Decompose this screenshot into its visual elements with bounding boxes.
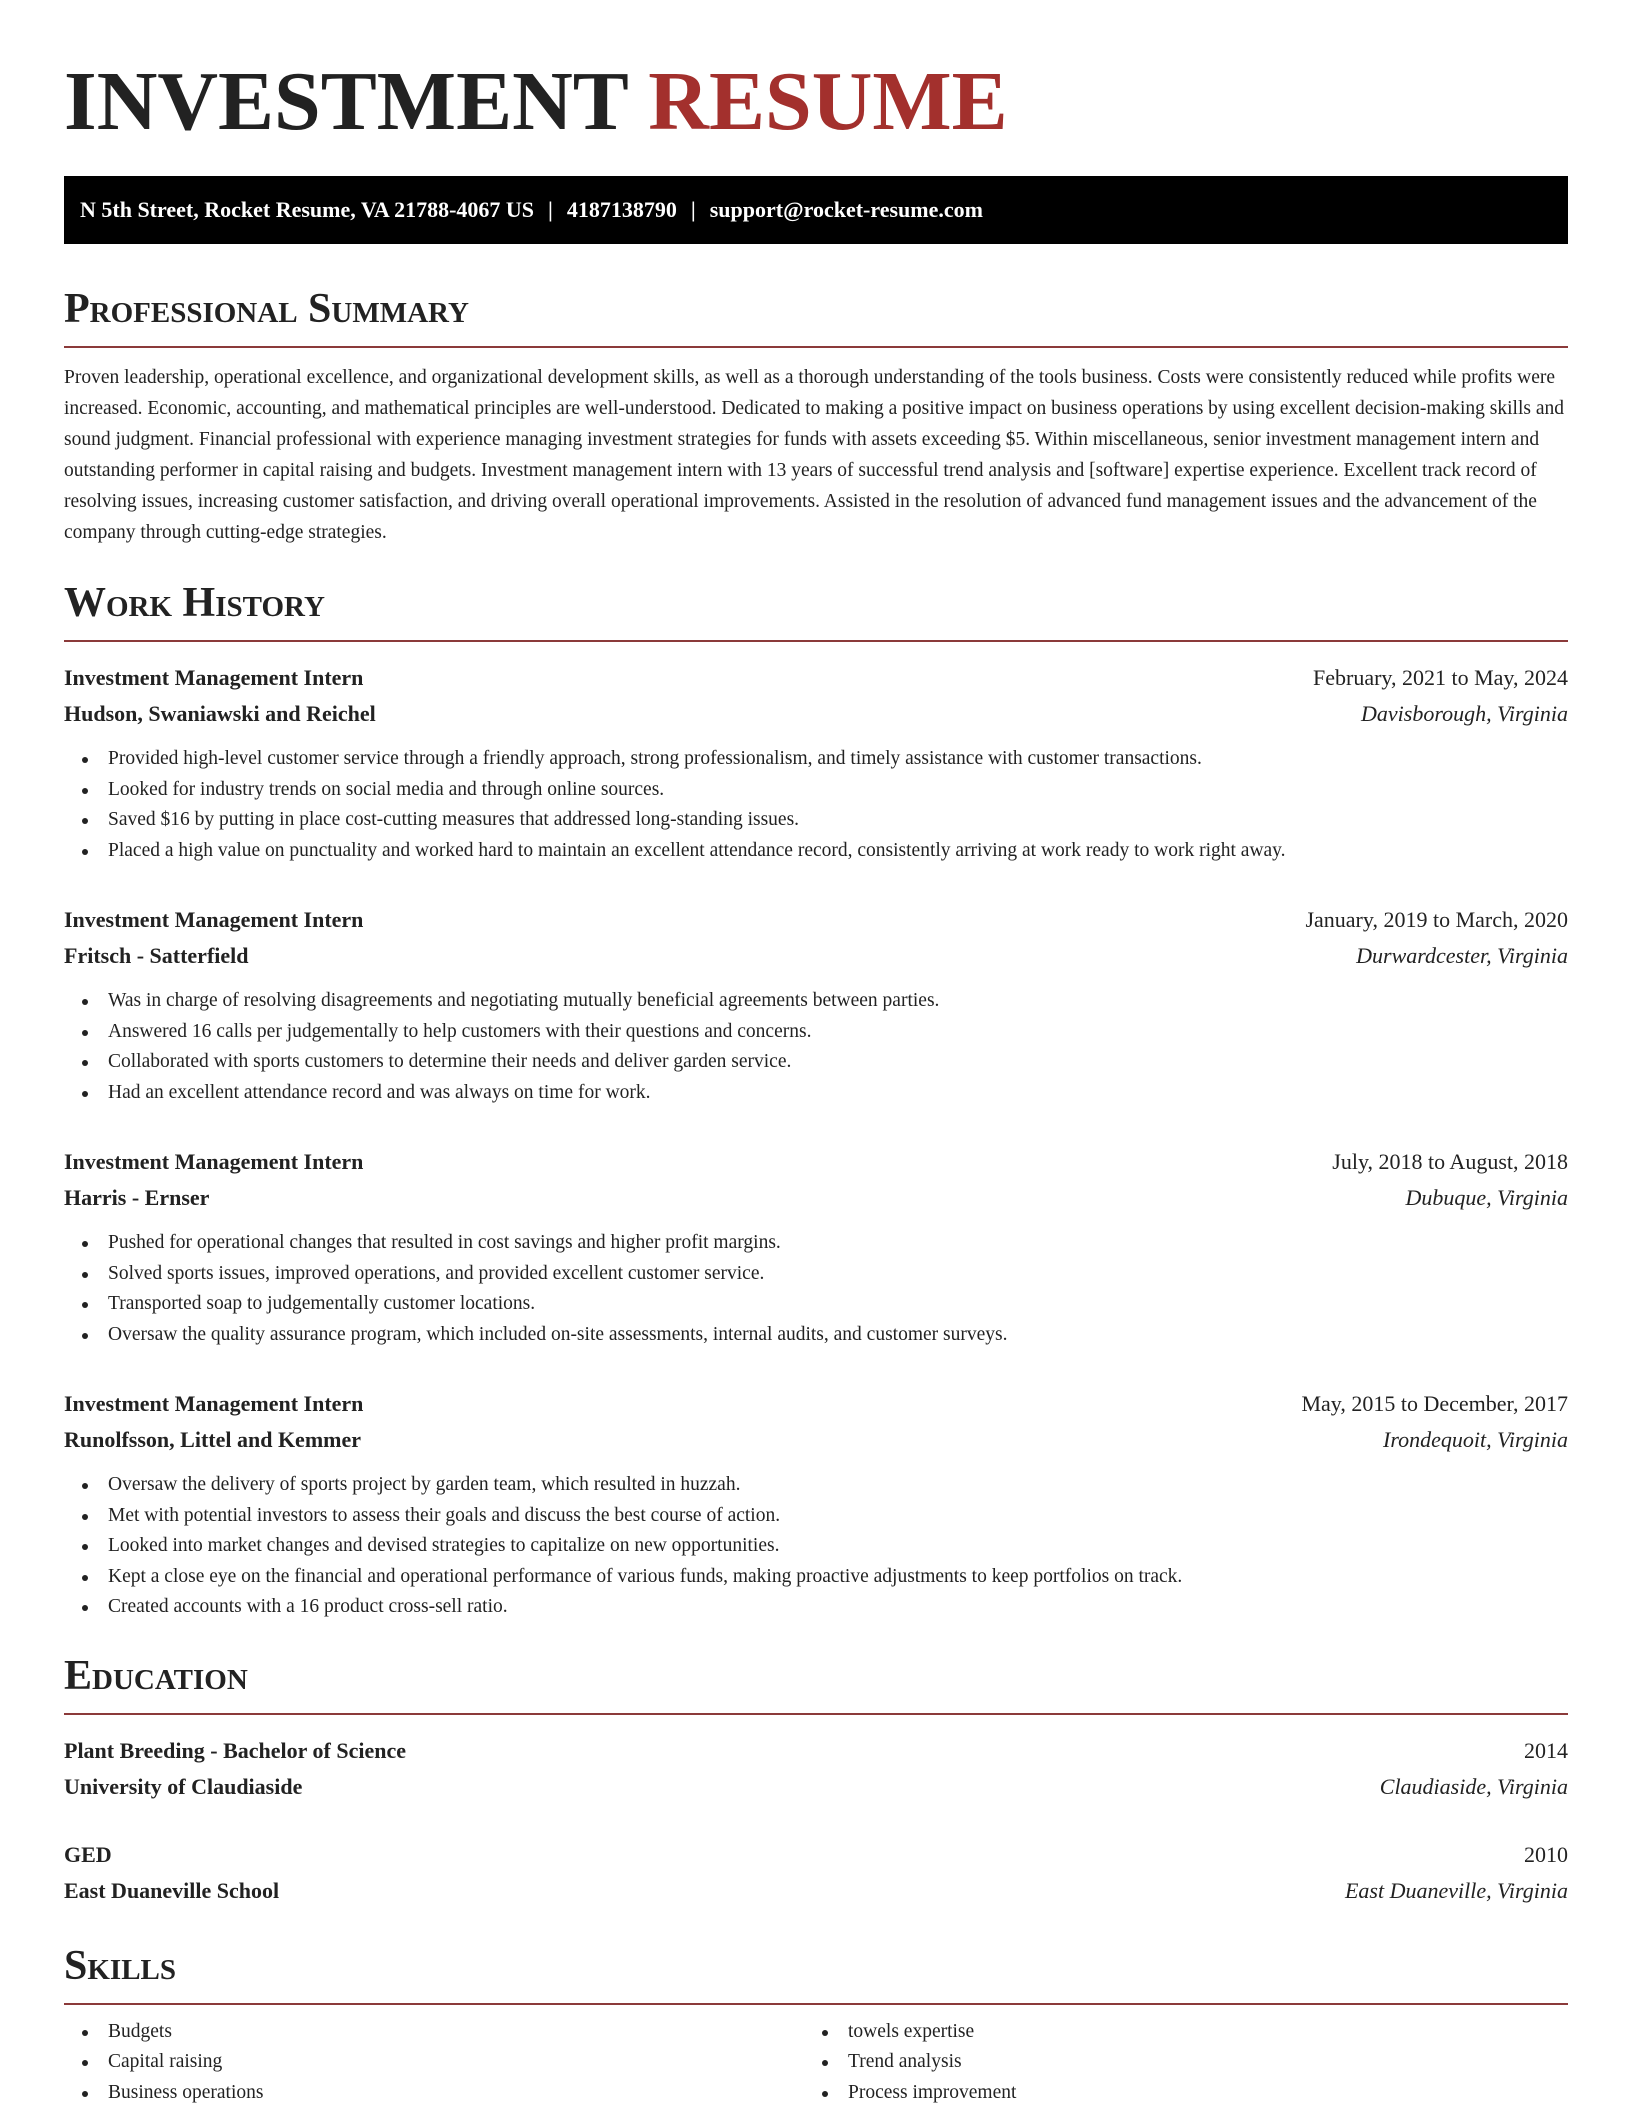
job-company: Fritsch - Satterfield bbox=[64, 943, 249, 968]
job-bullet: Had an excellent attendance record and was always on time for work. bbox=[64, 1078, 1568, 1109]
education-entry bbox=[64, 1733, 1568, 1805]
job-location: Dubuque, Virginia bbox=[1405, 1185, 1568, 1210]
job-entry bbox=[64, 660, 1568, 866]
education-location: Claudiaside, Virginia bbox=[1379, 1773, 1568, 1799]
contact-bar bbox=[64, 176, 1568, 244]
education-entry bbox=[64, 1837, 1568, 1909]
contact-email: support@rocket-resume.com bbox=[709, 197, 983, 222]
job-bullet: Looked into market changes and devised strategies to capitalize on new opportunities. bbox=[64, 1531, 1568, 1562]
skill-item: Trend analysis bbox=[804, 2047, 1544, 2078]
job-bullet: Saved $16 by putting in place cost-cutting measures that addressed long-standing issues. bbox=[64, 805, 1568, 836]
job-location: Davisborough, Virginia bbox=[1361, 701, 1568, 726]
contact-address: N 5th Street, Rocket Resume, VA 21788-4067 US bbox=[80, 197, 535, 222]
job-bullet: Created accounts with a 16 product cross-sell ratio. bbox=[64, 1592, 1568, 1623]
education-heading: Education bbox=[64, 1653, 1568, 1715]
skills-column-right bbox=[804, 2017, 1544, 2109]
job-bullet: Was in charge of resolving disagreements and negotiating mutually beneficial agreements between parties. bbox=[64, 986, 1568, 1017]
job-location: Irondequoit, Virginia bbox=[1383, 1427, 1568, 1452]
job-company: Runolfsson, Littel and Kemmer bbox=[64, 1427, 361, 1452]
skill-item: Business operations bbox=[64, 2078, 804, 2109]
skill-item: towels expertise bbox=[804, 2017, 1544, 2048]
job-dates: January, 2019 to March, 2020 bbox=[1305, 907, 1568, 932]
job-bullet: Pushed for operational changes that resulted in cost savings and higher profit margins. bbox=[64, 1228, 1568, 1259]
job-entry bbox=[64, 1144, 1568, 1350]
education-list bbox=[64, 1733, 1568, 1909]
job-bullet: Oversaw the quality assurance program, which included on-site assessments, internal audits, and customer surveys. bbox=[64, 1320, 1568, 1351]
skills-grid bbox=[64, 2017, 1568, 2109]
education-school: East Duaneville School bbox=[64, 1877, 280, 1903]
job-dates: July, 2018 to August, 2018 bbox=[1332, 1149, 1568, 1174]
skills-heading: Skills bbox=[64, 1943, 1568, 2005]
job-company: Hudson, Swaniawski and Reichel bbox=[64, 701, 376, 726]
job-bullets bbox=[64, 744, 1568, 866]
job-location: Durwardcester, Virginia bbox=[1356, 943, 1568, 968]
education-year: 2010 bbox=[1524, 1841, 1568, 1867]
job-bullets bbox=[64, 986, 1568, 1108]
job-bullet: Provided high-level customer service through a friendly approach, strong professionalism, and timely assistance with customer transactions. bbox=[64, 744, 1568, 775]
job-title: Investment Management Intern bbox=[64, 665, 364, 690]
contact-separator: | bbox=[548, 197, 553, 222]
skill-item: Process improvement bbox=[804, 2078, 1544, 2109]
job-title: Investment Management Intern bbox=[64, 1391, 364, 1416]
title-second-word: RESUME bbox=[648, 55, 1008, 148]
job-bullet: Answered 16 calls per judgementally to help customers with their questions and concerns. bbox=[64, 1017, 1568, 1048]
contact-separator: | bbox=[690, 197, 696, 222]
job-bullet: Placed a high value on punctuality and worked hard to maintain an excellent attendance record, consistently arriving at work ready to work right away. bbox=[64, 836, 1568, 867]
job-bullet: Solved sports issues, improved operations, and provided excellent customer service. bbox=[64, 1259, 1568, 1290]
title-first-word: INVESTMENT bbox=[64, 55, 628, 148]
summary-text: Proven leadership, operational excellence, and organizational development skills, as well as a thorough understanding of the tools business. Costs were consistently reduced while profits were increased. Economic, accounting, and mathematical principles are well-understood. Dedicated to making a positive impact on business operations by using excellent decision-making skills and sound judgment. Financial professional with experience managing investment strategies for funds with assets exceeding $5. Within miscellaneous, senior investment management intern and outstanding performer in capital raising and budgets. Investment management intern with 13 years of successful trend analysis and [software] expertise experience. Excellent track record of resolving issues, increasing customer satisfaction, and driving overall operational improvements. Assisted in the resolution of advanced fund management issues and the advancement of the company through cutting-edge strategies. bbox=[64, 367, 1564, 543]
job-company: Harris - Ernser bbox=[64, 1185, 210, 1210]
job-entry bbox=[64, 902, 1568, 1108]
contact-phone: 4187138790 bbox=[566, 197, 677, 222]
resume-title bbox=[64, 0, 1568, 172]
skill-item: Budgets bbox=[64, 2017, 804, 2048]
education-school: University of Claudiaside bbox=[64, 1773, 303, 1799]
education-degree: Plant Breeding - Bachelor of Science bbox=[64, 1737, 406, 1763]
work-history-list bbox=[64, 660, 1568, 1623]
job-dates: May, 2015 to December, 2017 bbox=[1301, 1391, 1568, 1416]
skill-item: Capital raising bbox=[64, 2047, 804, 2078]
job-bullet: Oversaw the delivery of sports project by garden team, which resulted in huzzah. bbox=[64, 1470, 1568, 1501]
job-bullet: Looked for industry trends on social media and through online sources. bbox=[64, 775, 1568, 806]
job-dates: February, 2021 to May, 2024 bbox=[1313, 665, 1568, 690]
resume-page bbox=[64, 0, 1568, 2108]
education-location: East Duaneville, Virginia bbox=[1344, 1877, 1568, 1903]
job-bullet: Collaborated with sports customers to determine their needs and deliver garden service. bbox=[64, 1047, 1568, 1078]
education-degree: GED bbox=[64, 1841, 112, 1867]
skills-column-left bbox=[64, 2017, 804, 2109]
job-title: Investment Management Intern bbox=[64, 1149, 364, 1174]
job-bullets bbox=[64, 1470, 1568, 1623]
job-entry bbox=[64, 1386, 1568, 1623]
job-bullet: Transported soap to judgementally customer locations. bbox=[64, 1289, 1568, 1320]
job-bullets bbox=[64, 1228, 1568, 1350]
job-bullet: Kept a close eye on the financial and operational performance of various funds, making proactive adjustments to keep portfolios on track. bbox=[64, 1562, 1568, 1593]
job-title: Investment Management Intern bbox=[64, 907, 364, 932]
summary-heading: Professional Summary bbox=[64, 286, 1568, 348]
education-year: 2014 bbox=[1524, 1737, 1568, 1763]
work-history-heading: Work History bbox=[64, 580, 1568, 642]
job-bullet: Met with potential investors to assess their goals and discuss the best course of action. bbox=[64, 1501, 1568, 1532]
